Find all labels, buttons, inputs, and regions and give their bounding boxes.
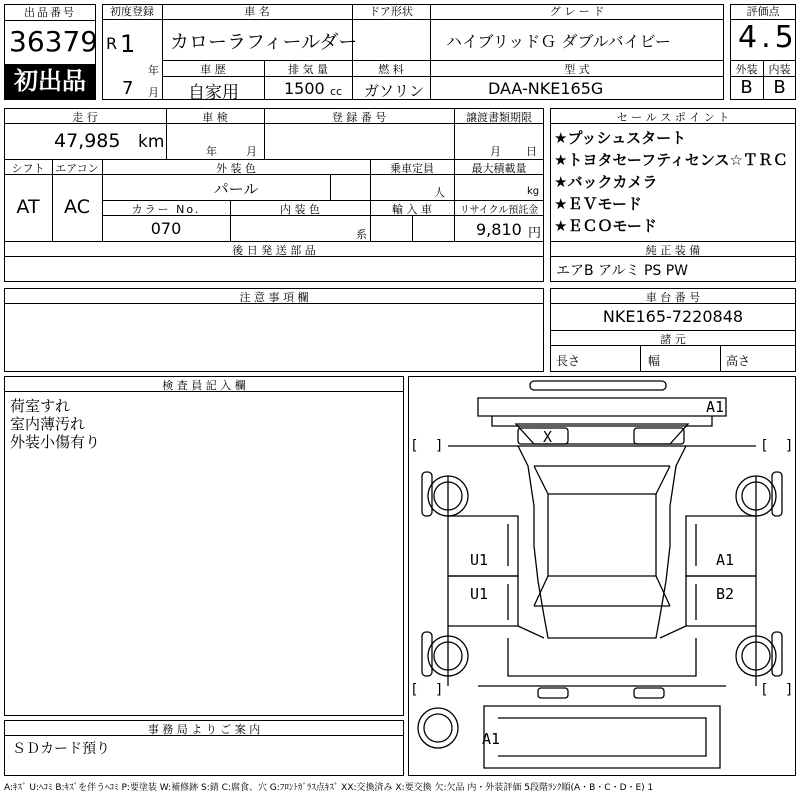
reg-month: 7 xyxy=(122,78,134,99)
bracket: ] xyxy=(786,438,792,454)
sales-point: ★ＥＶモード xyxy=(554,195,642,213)
lot-number: 36379 xyxy=(9,25,99,58)
ext-label: 外装 xyxy=(735,63,758,76)
fuel-value: ガソリン xyxy=(364,82,425,100)
dims-length: 長さ xyxy=(556,354,581,368)
grade-value: ハイブリッドＧ ダブルバイビー xyxy=(446,32,671,51)
score-label: 評価点 xyxy=(746,5,780,18)
recycle-value: 9,810 xyxy=(476,220,522,239)
bracket: [ xyxy=(762,682,768,698)
history-label: 車 歴 xyxy=(200,63,226,76)
ac-value: AC xyxy=(64,196,90,218)
dims-width: 幅 xyxy=(648,354,661,368)
name-label: 車 名 xyxy=(244,5,270,18)
damage-front-right: A1 xyxy=(706,398,725,416)
mileage-unit: km xyxy=(138,132,165,152)
sales-point: ★トヨタセーフティセンス☆ＴＲＣ xyxy=(554,151,788,169)
dims-height: 高さ xyxy=(726,354,751,368)
damage-right-rear-door: B2 xyxy=(716,585,735,603)
damage-legend: A:ｷｽﾞ U:ﾍｺﾐ B:ｷｽﾞを伴うﾍｺﾐ P:要塗装 W:補修跡 S:錆 C:腐食、穴 G:ﾌﾛﾝﾄｶﾞﾗｽ点ｷｽﾞ XX:交換済み X:要交換 欠:欠品 内・外装評価 5段階ﾗﾝｸ順(A・B・C・D・E) 1 xyxy=(4,783,654,793)
equipment-label: 純 正 装 備 xyxy=(645,244,701,257)
import-label: 輸 入 車 xyxy=(392,203,432,216)
interior-unit: 系 xyxy=(356,228,367,241)
car-diagram xyxy=(408,376,796,776)
bracket: ] xyxy=(436,682,442,698)
model-value: DAA-NKE165G xyxy=(488,79,604,98)
color-no-label: カラー No. xyxy=(131,203,201,216)
inspection-month-unit: 月 xyxy=(246,145,257,158)
office-value: ＳＤカード預り xyxy=(12,741,110,757)
bracket: ] xyxy=(436,438,442,454)
bracket: [ xyxy=(762,438,768,454)
displacement-unit: cc xyxy=(330,85,343,98)
sales-point: ★プッシュスタート xyxy=(554,129,687,147)
damage-rear: A1 xyxy=(482,730,501,748)
ac-label: エアコン xyxy=(55,162,99,175)
door-label: ドア形状 xyxy=(369,5,413,18)
exterior-value: パール xyxy=(213,180,259,198)
damage-x-mark: X xyxy=(543,428,553,446)
transfer-day-unit: 日 xyxy=(526,145,537,158)
chassis-value: NKE165-7220848 xyxy=(602,307,744,326)
shift-label: シフト xyxy=(11,162,45,175)
displacement-label: 排 気 量 xyxy=(288,63,328,76)
capacity-unit: 人 xyxy=(434,186,445,199)
inspection-label: 車 検 xyxy=(202,111,228,124)
lot-label: 出品番号 xyxy=(5,5,95,21)
reg-year-unit: 年 xyxy=(148,64,159,77)
bracket: [ xyxy=(412,682,418,698)
load-label: 最大積載量 xyxy=(471,162,527,175)
first-listing-badge: 初出品 xyxy=(5,64,95,99)
inspector-label: 検 査 員 記 入 欄 xyxy=(162,379,246,392)
damage-right-front-door: A1 xyxy=(716,551,735,569)
score-value: 4.5 xyxy=(738,20,798,55)
transfer-month-unit: 月 xyxy=(490,145,501,158)
reg-era: R xyxy=(106,34,118,53)
inspection-year-unit: 年 xyxy=(206,145,217,158)
dims-label: 諸 元 xyxy=(660,333,686,346)
inspector-line: 荷室すれ xyxy=(10,397,71,415)
mileage-value: 47,985 xyxy=(54,130,121,152)
bracket: [ xyxy=(412,438,418,454)
chassis-label: 車 台 番 号 xyxy=(645,291,701,304)
transfer-label: 譲渡書類期限 xyxy=(466,111,532,124)
reg-month-unit: 月 xyxy=(148,86,159,99)
load-unit: kg xyxy=(527,186,540,197)
shift-value: AT xyxy=(16,196,40,218)
interior-label: 内 装 色 xyxy=(280,203,320,216)
inspector-line: 室内薄汚れ xyxy=(10,415,86,433)
color-no-value: 070 xyxy=(150,219,182,238)
int-grade: B xyxy=(773,77,786,98)
fuel-label: 燃 料 xyxy=(378,63,404,76)
sales-point: ★ＥＣＯモード xyxy=(554,217,657,235)
exterior-label: 外 装 色 xyxy=(216,162,256,175)
reg-year: 1 xyxy=(120,30,136,58)
name-value: カローラフィールダー xyxy=(170,31,358,53)
displacement-value: 1500 xyxy=(284,79,325,98)
recycle-label: リサイクル預託金 xyxy=(459,205,539,216)
ext-grade: B xyxy=(740,77,753,98)
equipment-value: エアB アルミ PS PW xyxy=(556,263,689,279)
model-label: 型 式 xyxy=(564,63,590,76)
notes-label: 注 意 事 項 欄 xyxy=(239,291,309,304)
plate-label: 登 録 番 号 xyxy=(331,111,387,124)
reg-label: 初度登録 xyxy=(110,5,154,18)
bracket: ] xyxy=(786,682,792,698)
sales-point: ★バックカメラ xyxy=(554,173,658,191)
history-value: 自家用 xyxy=(188,83,239,103)
damage-left-front-door: U1 xyxy=(470,551,489,569)
later-parts-label: 後 日 発 送 部 品 xyxy=(232,244,316,257)
inspector-line: 外装小傷有り xyxy=(10,433,101,451)
sales-label: セ ー ル ス ポ イ ン ト xyxy=(616,111,730,124)
int-label: 内装 xyxy=(768,63,791,76)
grade-label: グ レ ー ド xyxy=(549,5,605,18)
mileage-label: 走 行 xyxy=(72,111,98,124)
damage-left-rear-door: U1 xyxy=(470,585,489,603)
office-label: 事 務 局 よ り ご 案 内 xyxy=(147,723,261,736)
recycle-unit: 円 xyxy=(528,226,542,241)
capacity-label: 乗車定員 xyxy=(390,162,434,175)
